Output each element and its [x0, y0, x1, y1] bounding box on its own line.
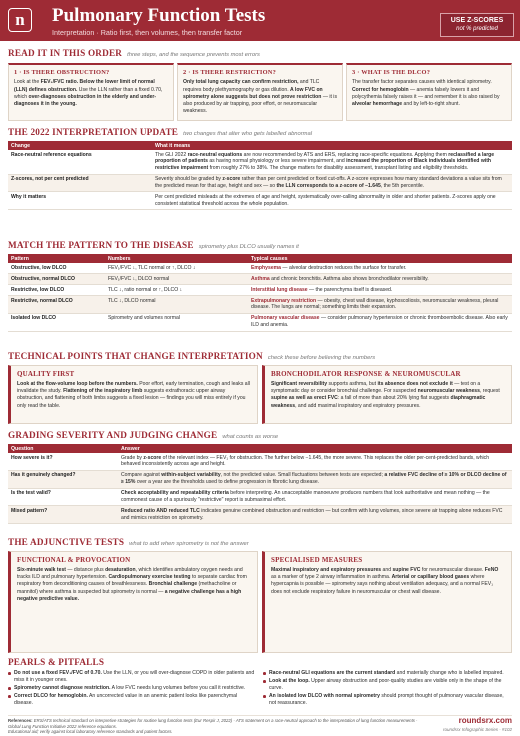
text-strong: supine FVC	[392, 567, 421, 574]
card-body	[17, 567, 251, 602]
column-header: Question	[8, 444, 118, 453]
text-strong: supine as well as erect FVC	[271, 395, 338, 402]
text-strong: alveolar hemorrhage	[352, 100, 403, 107]
section-read-order	[8, 48, 512, 59]
text: as having normal physiology or less severe impairment, and	[207, 158, 347, 165]
question-cell: How severe is it?	[8, 453, 118, 470]
numbers-cell: TLC ↓, DLCO normal	[105, 295, 248, 313]
card-title: FUNCTIONAL & PROVOCATION	[17, 556, 131, 564]
text: — it is also produced by air trapping, poor effort, or neuromuscular weakness.	[183, 93, 337, 114]
text: , not the predicted value. Small fluctuations between tests are expected;	[220, 472, 385, 479]
table-row	[8, 263, 512, 273]
header-banner	[0, 0, 520, 41]
text: and chronic bronchitis. Asthma also shows bronchodilator reversibility.	[269, 275, 429, 282]
column-header: Numbers	[105, 254, 248, 263]
text: , and add maximal inspiratory and expiratory pressures.	[295, 402, 421, 409]
footer-divider	[8, 715, 512, 716]
section-title: MATCH THE PATTERN TO THE DISEASE	[8, 240, 194, 250]
text-strong: increased the proportion of Black individuals identified with restrictive impairment	[155, 158, 491, 172]
disclaimer: Educational aid; verify against local laboratory reference standards and patient factors.	[8, 729, 173, 735]
section-grading	[8, 430, 512, 441]
text: The GLI 2022	[155, 151, 188, 158]
causes-cell	[248, 263, 512, 273]
text: , which identifies ambulatory oxygen needs and tracks ILD and pulmonary hypertension.	[17, 567, 243, 581]
text-strong: Pulmonary vascular disease	[251, 315, 320, 322]
text: to separate cardiac from respiratory from deconditioning causes of breathlessness.	[17, 574, 247, 588]
functional-card	[8, 551, 258, 653]
references-label: References:	[8, 718, 33, 723]
section-subtitle: spirometry plus DLCO usually names it	[198, 244, 299, 250]
table-row	[8, 192, 512, 210]
text-strong: z-score	[143, 454, 162, 461]
section-title: PEARLS & PITFALLS	[8, 657, 105, 667]
text: Compare against	[121, 472, 162, 479]
card-body	[271, 381, 505, 409]
table-row	[8, 506, 512, 524]
list-item	[8, 685, 257, 692]
grading-table	[8, 444, 512, 524]
text-strong: reclassified a large proportion of patients	[155, 151, 495, 165]
section-update	[8, 127, 512, 138]
references-text: ERS/ATS technical standard on interpretive strategies for routine lung function tests (Eur Respir J, 2022) · ATS statement on a race-neutral approach to the interpretation of lung function measurements · Global Lung Function Initiative 2022 reference equations.	[8, 718, 418, 729]
table-header-row	[8, 254, 512, 263]
table-row	[8, 273, 512, 284]
table-header-row	[8, 141, 512, 150]
step-card-restriction	[177, 63, 343, 121]
text-strong: diaphragmatic weakness	[271, 395, 486, 409]
section-title: THE ADJUNCTIVE TESTS	[8, 537, 125, 547]
text: — alveolar destruction reduces the surface for transfer.	[281, 264, 407, 271]
text-strong: a negative challenge has a high negative predictive value.	[17, 588, 242, 602]
step-card-body	[352, 79, 506, 107]
text: as a marker of type 2 airway inflammation in asthma.	[271, 574, 392, 581]
section-pearls	[8, 657, 512, 668]
pearls-column-right	[263, 670, 512, 715]
text-strong: Maximal inspiratory and expiratory pressures	[271, 567, 382, 574]
answer-cell	[118, 506, 512, 524]
text-strong: Reduced ratio AND reduced TLC	[121, 507, 200, 514]
site-link[interactable]: roundsrx.com	[458, 716, 512, 725]
question-cell: Is the test valid?	[8, 488, 118, 506]
text-strong: Look at the loop.	[269, 678, 310, 685]
text-strong: within-subject variability	[161, 472, 221, 479]
column-header: Change	[8, 141, 152, 150]
text: and materially change who is labelled impaired.	[395, 670, 504, 676]
pattern-cell: Restrictive, low DLCO	[8, 284, 105, 295]
zscore-badge-title: USE Z-SCORES	[450, 17, 504, 24]
text: — distance plus	[65, 567, 106, 574]
text-strong: its absence does not exclude it	[377, 381, 453, 388]
meaning-cell	[152, 150, 512, 174]
section-subtitle: check these before believing the numbers	[267, 355, 376, 361]
column-header: Answer	[118, 444, 512, 453]
question-cell: Mixed pattern?	[8, 506, 118, 524]
table-row	[8, 453, 512, 470]
text: and by left-to-right shunt.	[402, 100, 460, 107]
section-subtitle: two changes that alter who gets labelled abnormal	[183, 131, 313, 137]
question-cell: Has it genuinely changed?	[8, 470, 118, 488]
causes-cell	[248, 273, 512, 284]
text: The transfer factor separates causes with identical spirometry.	[352, 79, 492, 86]
text-strong: a relative FVC decline of ≥ 10% or DLCO decline of ≥ 15%	[121, 472, 507, 486]
numbers-cell: Spirometry and volumes normal	[105, 313, 248, 331]
text-strong: Flattening of the inspiratory limb	[63, 388, 143, 395]
table-row	[8, 295, 512, 313]
text-strong: desaturation	[105, 567, 136, 574]
text-strong: neuromuscular weakness	[417, 388, 480, 395]
text-strong: over-diagnoses obstruction in the elderly and under-diagnoses it in the young.	[14, 93, 157, 107]
zscore-badge	[440, 13, 514, 37]
text: should prompt thought of pulmonary vascular disease, not reassurance.	[269, 692, 504, 706]
section-title: TECHNICAL POINTS THAT CHANGE INTERPRETATION	[8, 351, 263, 361]
update-table	[8, 141, 512, 210]
bronchodilator-card	[262, 365, 512, 424]
quality-card	[8, 365, 258, 424]
text-strong: z-score	[222, 176, 241, 183]
page-title: Pulmonary Function Tests	[52, 5, 266, 26]
text-strong: Spirometry cannot diagnose restriction.	[14, 684, 111, 691]
text: and TLC requires body plethysmography or gas dilution.	[183, 79, 320, 93]
text: , request	[479, 388, 500, 395]
section-adjunct	[8, 537, 512, 548]
column-header: Pattern	[8, 254, 105, 263]
text-strong: Emphysema	[251, 264, 282, 271]
step-card-dlco	[346, 63, 512, 121]
section-pattern	[8, 240, 512, 251]
card-title: BRONCHODILATOR RESPONSE & NEUROMUSCULAR	[271, 370, 461, 378]
section-subtitle: what to add when spirometry is not the answer	[129, 541, 249, 547]
list-item	[263, 678, 512, 692]
text: — obesity, chest wall disease, kyphoscoliosis, neuromuscular weakness, pleural disease. The lungs are normal; something limits their expansion.	[251, 297, 499, 311]
text: : a fall of more than about 20% lying flat suggests	[337, 395, 451, 402]
column-header: What it means	[152, 141, 512, 150]
table-row	[8, 284, 512, 295]
table-row	[8, 470, 512, 488]
text: where hypercapnia is possible — spirometry says nothing about ventilation adequacy, and a normal FEV₁ does not exclude respiratory failure in neuromuscular or chest wall disease.	[271, 574, 493, 595]
step-card-title: 2 · IS THERE RESTRICTION?	[183, 69, 276, 76]
text: rather than per cent predicted or fixed cut-offs. A z-score expresses how many standard deviations a value sits from the predicted mean for that age, height and sex — so	[155, 176, 502, 189]
text-strong: Interstitial lung disease	[251, 286, 308, 293]
pattern-cell: Obstructive, low DLCO	[8, 263, 105, 273]
causes-cell	[248, 284, 512, 295]
change-cell: Why it matters	[8, 192, 152, 210]
table-row	[8, 150, 512, 174]
answer-cell	[118, 453, 512, 470]
references	[8, 718, 418, 735]
step-card-body	[14, 79, 168, 107]
text: , the 5th percentile.	[380, 182, 425, 189]
text-strong: Significant reversibility	[271, 381, 328, 388]
text-strong: Correct for hemoglobin	[352, 86, 409, 93]
column-header: Typical causes	[248, 254, 512, 263]
section-subtitle: three steps, and the sequence prevents most errors	[127, 52, 260, 58]
text: from roughly 27% to 38%. The change matters for disability assessment, transplant listing and eligibility thresholds.	[208, 165, 469, 172]
text-strong: Do not use a fixed FEV₁/FVC of 0.70.	[14, 670, 102, 676]
list-item	[263, 670, 512, 677]
text-strong: An isolated low DLCO with normal spirometry	[269, 692, 380, 699]
list-item	[8, 670, 257, 684]
text-strong: Six-minute walk test	[17, 567, 66, 574]
text-strong: Correct DLCO for hemoglobin.	[14, 692, 88, 699]
series-label: roundsrx Infographic Series · #102	[442, 727, 512, 732]
card-body	[17, 381, 251, 409]
text: Severity should be graded by	[155, 176, 223, 183]
text-strong: Asthma	[251, 275, 270, 282]
table-row	[8, 313, 512, 331]
causes-cell	[248, 295, 512, 313]
specialised-card	[262, 551, 512, 653]
table-row	[8, 174, 512, 192]
section-title: READ IT IN THIS ORDER	[8, 48, 123, 58]
text-strong: Bronchial challenge	[148, 581, 198, 588]
text-strong: Cardiopulmonary exercise testing	[108, 574, 191, 581]
numbers-cell: TLC ↓, ratio normal or ↑, DLCO ↓	[105, 284, 248, 295]
section-technical	[8, 351, 512, 362]
zscore-badge-sub: not % predicted	[456, 26, 498, 32]
pattern-cell: Obstructive, normal DLCO	[8, 273, 105, 284]
pattern-cell: Isolated low DLCO	[8, 313, 105, 331]
answer-cell	[118, 488, 512, 506]
text-strong: Check acceptability and repeatability criteria	[121, 490, 229, 497]
meaning-cell: Per cent predicted misleads at the extremes of age and height, systematically over-calling abnormality in older and shorter patients. Z-scores apply one consistent statistical threshold across the whole population.	[152, 192, 512, 210]
text: — the parenchyma itself is diseased.	[307, 286, 393, 293]
text: Use the LLN, or you will over-diagnose COPD in older patients and miss it in younger ones.	[14, 670, 255, 683]
text: An uncorrected value in an anemic patient looks like parenchymal disease.	[14, 692, 238, 706]
text: of the relevant index — FEV₁ for obstruction. The further below −1.645, the more severe. This replaces the older per-cent-predicted bands, which behaved inconsistently across age and height.	[121, 454, 490, 468]
table-header-row	[8, 444, 512, 453]
text: Use the LLN rather than a fixed 0.70, which	[14, 86, 163, 100]
text: — consider pulmonary hypertension or chronic thromboembolic disease. Also early ILD and anemia.	[251, 315, 508, 329]
text-strong: Extrapulmonary restriction	[251, 297, 317, 304]
numbers-cell: FEV₁/FVC ↓, DLCO normal	[105, 273, 248, 284]
text: for neuromuscular disease.	[420, 567, 485, 574]
text: Upper airway obstruction and poor-quality studies are visible only in the shape of the curve.	[269, 678, 502, 691]
pattern-cell: Restrictive, normal DLCO	[8, 295, 105, 313]
text-strong: the LLN corresponds to a z-score of −1.645	[276, 182, 381, 189]
pattern-table	[8, 254, 512, 332]
step-card-body	[183, 79, 337, 114]
section-title: GRADING SEVERITY AND JUDGING CHANGE	[8, 430, 218, 440]
list-item	[8, 693, 257, 707]
text-strong: Arterial or capillary blood gases	[391, 574, 470, 581]
text-strong: race-neutral equations	[187, 151, 243, 158]
text-strong: FEV₁/FVC ratio. Below the lower limit of normal (LLN) defines obstruction.	[14, 79, 155, 93]
section-subtitle: what counts as worse	[222, 434, 279, 440]
logo-letter: n	[15, 9, 25, 29]
text-strong: Look at the flow-volume loop before the numbers.	[17, 381, 138, 388]
text: suggests extrathoracic upper airway obstruction, and flattening of both limbs suggests a fixed lesion — findings you will miss entirely if you only read the table.	[17, 388, 246, 409]
logo	[8, 8, 32, 32]
step-card-obstruction	[8, 63, 174, 121]
causes-cell	[248, 313, 512, 331]
text: and	[381, 567, 393, 574]
text-strong: Only total lung capacity can confirm restriction,	[183, 79, 299, 86]
table-row	[8, 488, 512, 506]
text: are now recommended by ATS and ERS, replacing race-specific equations. Applying them	[242, 151, 449, 158]
page-subtitle: Interpretation · Ratio first, then volumes, then transfer factor	[52, 28, 243, 37]
text: supports asthma, but	[327, 381, 378, 388]
text-strong: FeNO	[484, 567, 499, 574]
answer-cell	[118, 470, 512, 488]
text: A low FVC needs lung volumes before you call it restrictive.	[110, 684, 246, 691]
list-item	[263, 693, 512, 707]
text-strong: A low FVC on spirometry alone suggests but does not prove restriction	[183, 86, 323, 100]
text: indicates genuine combined obstruction and restriction — but confirm with lung volumes, since severe air trapping alone reduces FVC and mimics restriction on spirometry.	[121, 507, 503, 521]
step-card-title: 3 · WHAT IS THE DLCO?	[352, 69, 431, 76]
text: — test on a symptomatic day or consider bronchial challenge. For suspected	[271, 381, 481, 395]
text: before interpreting. An unacceptable manoeuvre produces numbers that look authoritative and mean nothing — the commonest cause of a spuriously "restrictive" report is submaximal effort.	[121, 490, 490, 503]
card-title: QUALITY FIRST	[17, 370, 75, 378]
numbers-cell: FEV₁/FVC ↓, TLC normal or ↑, DLCO ↓	[105, 263, 248, 273]
change-cell: Z-scores, not per cent predicted	[8, 174, 152, 192]
pearls-column-left	[8, 670, 257, 715]
section-title: THE 2022 INTERPRETATION UPDATE	[8, 127, 179, 137]
text-strong: Race-neutral GLI equations are the current standard	[269, 670, 396, 676]
text: Look at the	[14, 79, 41, 86]
meaning-cell	[152, 174, 512, 192]
pearls-list	[8, 670, 512, 715]
text: over a year are the thresholds used to define progression in fibrotic lung disease.	[135, 479, 320, 486]
text: Grade by	[121, 454, 144, 461]
step-card-title: 1 · IS THERE OBSTRUCTION?	[14, 69, 110, 76]
text: (methacholine or mannitol) where asthma is suspected but spirometry is normal —	[17, 581, 237, 595]
text: — anemia falsely lowers it and polycythemia falsely raises it — and remember it is also raised by	[352, 86, 500, 100]
card-body	[271, 567, 505, 595]
card-title: SPECIALISED MEASURES	[271, 556, 363, 564]
text: Poor effort, early termination, cough and leaks all invalidate the study.	[17, 381, 250, 395]
change-cell: Race-neutral reference equations	[8, 150, 152, 174]
